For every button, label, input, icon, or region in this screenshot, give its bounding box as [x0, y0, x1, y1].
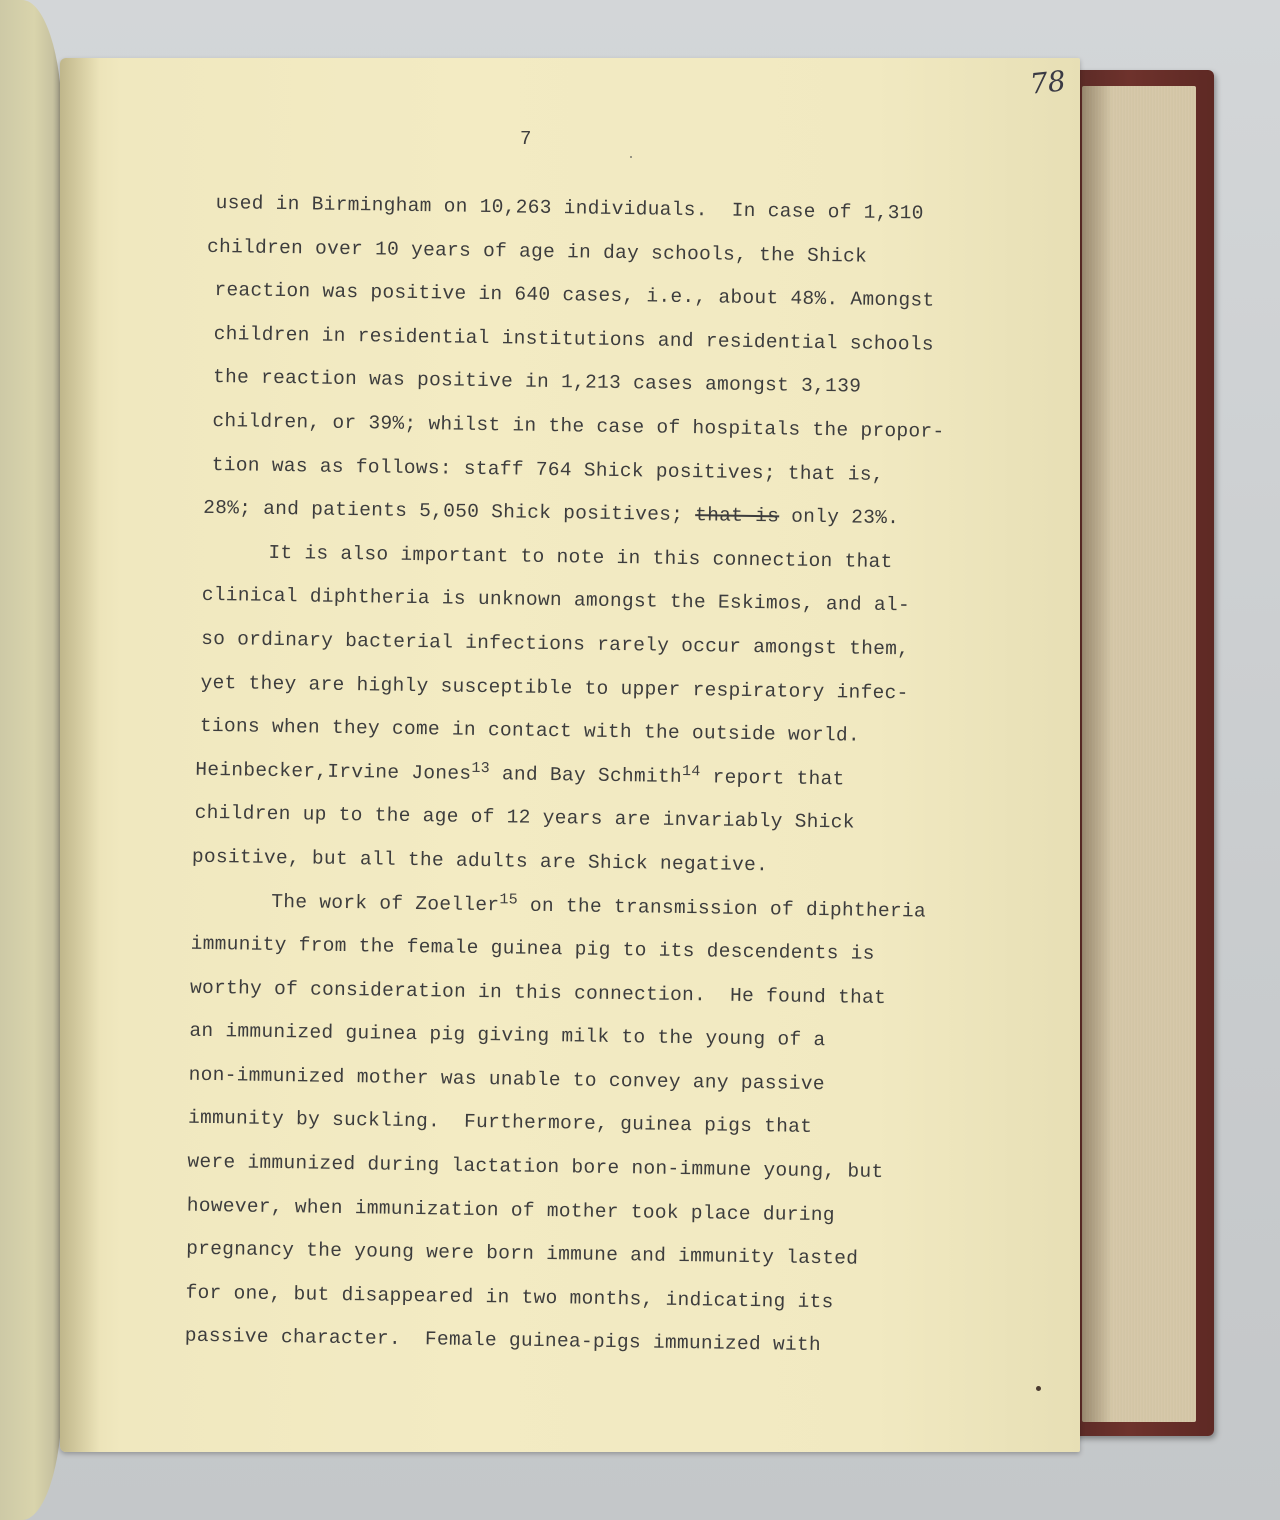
typewritten-body	[184, 182, 1036, 1371]
text-line: children over 10 years of age in day schools, the Shick	[206, 235, 868, 268]
line-segment: The work of Zoeller	[271, 890, 500, 916]
page-number: 7	[520, 128, 532, 150]
handwritten-folio-number: 78	[1028, 64, 1068, 101]
text-line: clinical diphtheria is unknown amongst the Eskimos, and al-	[201, 584, 911, 617]
paper-speck	[630, 156, 632, 158]
text-line: immunity from the female guinea pig to its descendents is	[190, 932, 875, 965]
text-line: however, when immunization of mother took place during	[186, 1194, 836, 1226]
struck-out-text: that is	[695, 504, 780, 528]
text-line: an immunized guinea pig giving milk to the young of a	[189, 1019, 826, 1052]
text-line: tions when they come in contact with the outside world.	[199, 714, 861, 747]
text-line: children in residential institutions and residential schools	[213, 322, 934, 356]
previous-page-edge	[0, 0, 62, 1520]
ink-dot	[1036, 1386, 1041, 1391]
text-line: yet they are highly susceptible to upper respiratory infec-	[200, 671, 909, 704]
text-line: children, or 39%; whilst in the case of hospitals the propor-	[212, 409, 945, 443]
text-line: for one, but disappeared in two months, indicating its	[185, 1281, 834, 1314]
text-line: so ordinary bacterial infections rarely occur amongst them,	[201, 627, 910, 661]
text-line: worthy of consideration in this connection. He found that	[189, 976, 887, 1009]
text-line: the reaction was positive in 1,213 cases amongst 3,139	[212, 366, 862, 398]
text-line: were immunized during lactation bore non-immune young, but	[187, 1150, 884, 1184]
gutter-shadow	[60, 58, 100, 1452]
text-line: used in Birmingham on 10,263 individuals. In case of 1,310	[215, 191, 924, 225]
line-segment: and Bay Schmith	[489, 762, 683, 788]
bleed-through-text	[8, 120, 48, 1120]
text-line: passive character. Female guinea-pigs immunized with	[184, 1325, 822, 1357]
text-line: tion was as follows: staff 764 Shick positives; that is,	[211, 453, 885, 486]
line-segment: Heinbecker,Irvine Jones	[195, 758, 472, 785]
text-line: reaction was positive in 640 cases, i.e., about 48%. Amongst	[214, 279, 935, 312]
text-line: positive, but all the adults are Shick negative.	[191, 845, 769, 877]
line-segment: on the transmission of diphtheria	[517, 894, 927, 923]
page-block-shadow	[1082, 86, 1112, 1422]
reference-number: 13	[471, 759, 491, 777]
line-segment: report that	[700, 765, 845, 791]
text-line: pregnancy the young were born immune and immunity lasted	[186, 1237, 859, 1270]
reference-number: 14	[681, 762, 701, 780]
text-line: children up to the age of 12 years are invariably Shick	[194, 802, 855, 834]
paragraph-start-line: It is also important to note in this connection that	[268, 541, 893, 573]
reference-number: 15	[499, 890, 519, 909]
text-line: non-immunized mother was unable to convey any passive	[188, 1063, 825, 1096]
text-line: immunity by suckling. Furthermore, guinea pigs that	[187, 1107, 813, 1139]
line-segment: only 23%.	[779, 505, 900, 530]
line-segment: 28%; and patients 5,050 Shick positives;	[202, 497, 696, 527]
